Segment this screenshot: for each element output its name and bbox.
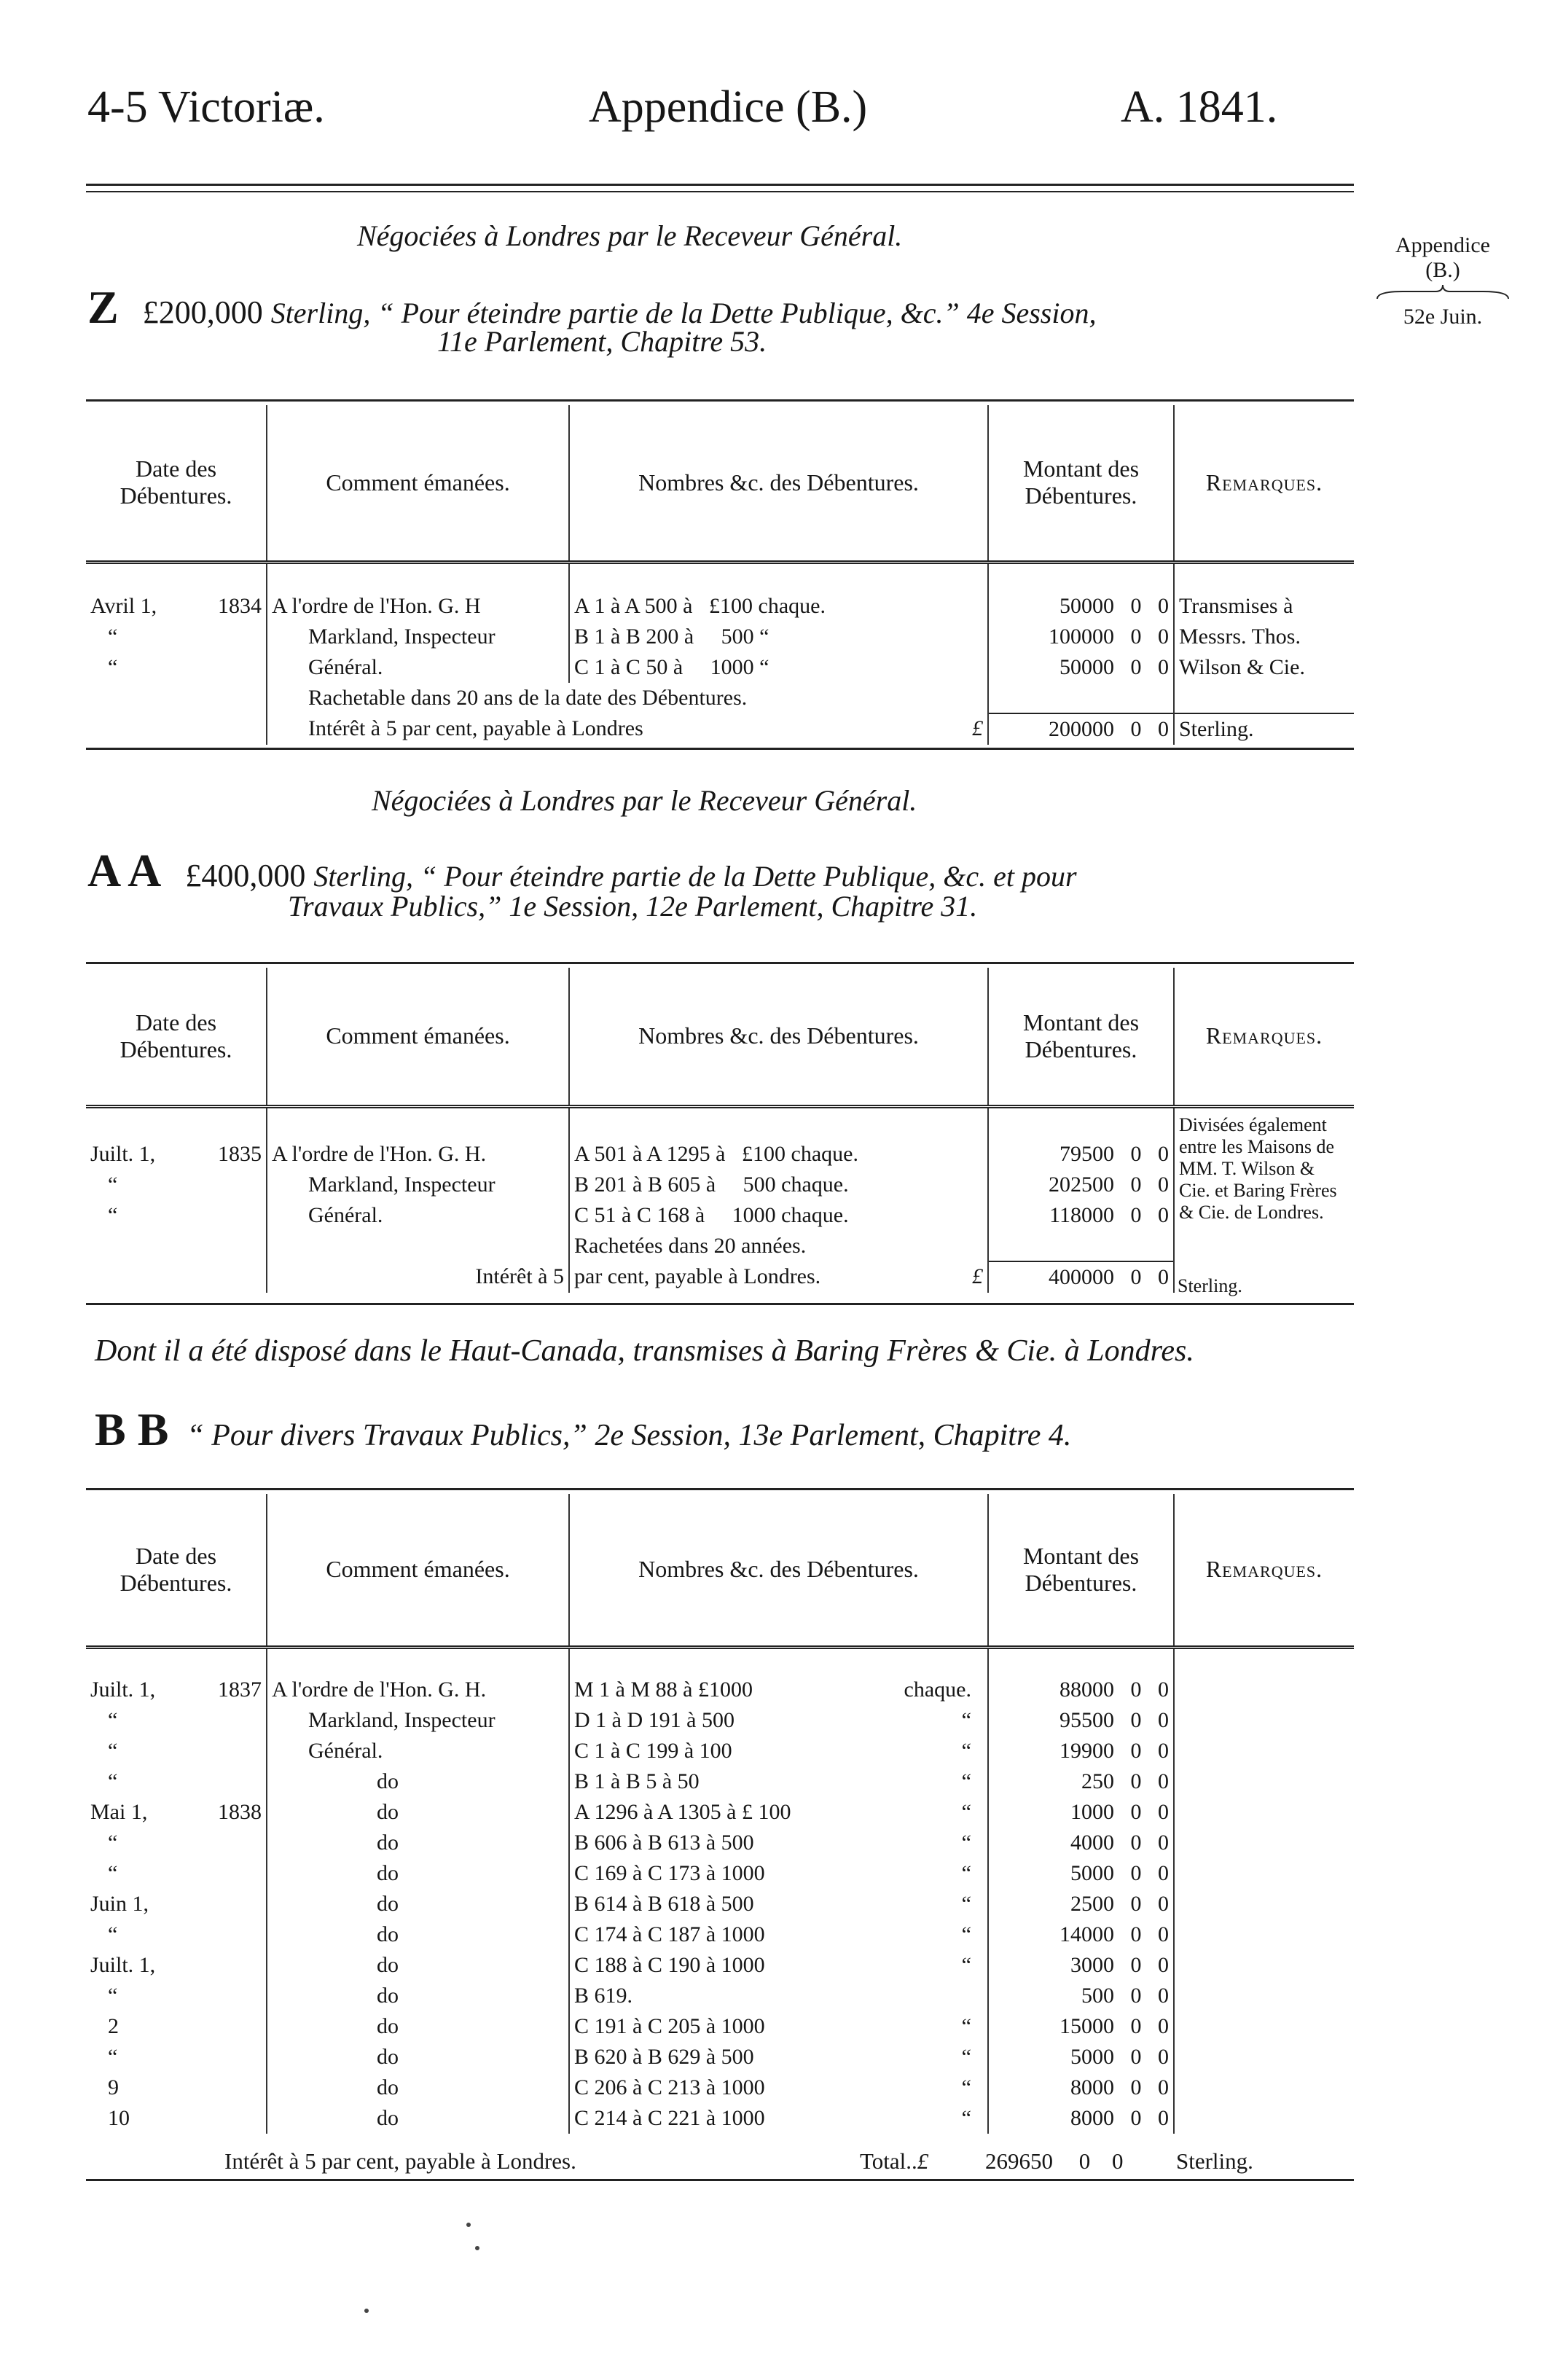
row-pence: 0 xyxy=(1158,1831,1169,1855)
section1-title-line2: 11e Parlement, Chapitre 53. xyxy=(437,325,767,358)
margin-line-1: Appendice xyxy=(1395,233,1490,257)
table-row xyxy=(86,1705,1354,1736)
row-shillings: 0 xyxy=(1130,1769,1142,1793)
row-date: Avril 1, xyxy=(90,594,157,618)
total-pence: 0 xyxy=(1158,1265,1169,1289)
row-shillings: 0 xyxy=(1130,1739,1142,1763)
running-head-left: 4-5 Victoriæ. xyxy=(87,82,325,132)
section2-heading: Négociées à Londres par le Receveur Général. xyxy=(372,784,917,817)
row-numbers: C 1 à C 50 à xyxy=(574,655,683,679)
row-numbers: M 1 à M 88 à £1000 xyxy=(574,1678,753,1702)
section2-table xyxy=(86,968,1354,1293)
row-pence: 0 xyxy=(1158,1892,1169,1916)
row-amount: 50000 xyxy=(1059,655,1114,679)
row-numbers: C 206 à C 213 à 1000 xyxy=(574,2075,765,2099)
section2-amount: £400,000 xyxy=(185,858,306,893)
row-date: Juilt. 1, xyxy=(90,1678,156,1702)
row-rate: “ xyxy=(961,2014,971,2038)
table-row xyxy=(86,1766,1354,1797)
table-row xyxy=(86,2103,1354,2134)
col-numbers: Nombres &c. des Débentures. xyxy=(569,1494,988,1647)
row-amount: 14000 xyxy=(1059,1922,1114,1946)
row-date: “ xyxy=(108,1739,118,1763)
row-date: “ xyxy=(108,1769,118,1793)
row-date: Mai 1, xyxy=(90,1800,148,1824)
row-shillings: 0 xyxy=(1130,1203,1142,1227)
row-date: “ xyxy=(108,1708,118,1732)
section3-title-text: “ Pour divers Travaux Publics,” 2e Session, 13e Parlement, Chapitre 4. xyxy=(187,1419,1072,1452)
row-shillings: 0 xyxy=(1130,655,1142,679)
row-comment: do xyxy=(267,1766,569,1797)
row-amount: 1000 xyxy=(1070,1800,1114,1824)
row-rate: “ xyxy=(961,1739,971,1763)
col-remarks: Remarques. xyxy=(1174,968,1354,1106)
row-comment: do xyxy=(267,1981,569,2011)
pound-sign: £ xyxy=(972,716,983,740)
section1-heading: Négociées à Londres par le Receveur Général. xyxy=(357,219,903,252)
row-rate: 1000 “ xyxy=(710,655,769,679)
table-row xyxy=(86,1858,1354,1889)
row-pence: 0 xyxy=(1158,594,1169,618)
total-label: Total.. xyxy=(860,2148,917,2174)
row-pence: 0 xyxy=(1158,1922,1169,1946)
row-amount: 15000 xyxy=(1059,2014,1114,2038)
section1-table xyxy=(86,405,1354,745)
row-comment: A l'ordre de l'Hon. G. H xyxy=(267,591,569,622)
row-rate: “ xyxy=(961,1800,971,1824)
row-pence: 0 xyxy=(1158,1678,1169,1702)
row-rate: “ xyxy=(961,1708,971,1732)
section1-title-line1: Sterling, “ Pour éteindre partie de la Dette Publique, &c.” 4e Session, xyxy=(270,297,1097,329)
row-amount: 2500 xyxy=(1070,1892,1114,1916)
table-row xyxy=(86,591,1354,622)
row-comment: do xyxy=(267,1797,569,1828)
section1-top-rule xyxy=(86,399,1354,402)
row-amount: 79500 xyxy=(1059,1142,1114,1166)
section3-total-remark: Sterling. xyxy=(1176,2148,1253,2174)
print-speck xyxy=(475,2246,479,2250)
pound-sign: £ xyxy=(917,2148,929,2174)
col-numbers: Nombres &c. des Débentures. xyxy=(569,968,988,1106)
row-comment: do xyxy=(267,1828,569,1858)
row-comment: A l'ordre de l'Hon. G. H. xyxy=(267,1675,569,1705)
row-comment: do xyxy=(267,2103,569,2134)
row-numbers: B 1 à B 5 à 50 xyxy=(574,1769,700,1793)
row-comment: Markland, Inspecteur xyxy=(267,622,569,652)
row-numbers: C 1 à C 199 à 100 xyxy=(574,1739,732,1763)
row-pence: 0 xyxy=(1158,2014,1169,2038)
row-amount: 118000 xyxy=(1049,1203,1114,1227)
row-pence: 0 xyxy=(1158,1953,1169,1977)
margin-note xyxy=(1370,233,1516,329)
row-rate: “ xyxy=(961,1861,971,1885)
row-numbers: B 606 à B 613 à 500 xyxy=(574,1831,754,1855)
row-amount: 3000 xyxy=(1070,1953,1114,1977)
row-numbers: C 188 à C 190 à 1000 xyxy=(574,1953,765,1977)
row-date: “ xyxy=(108,1984,118,2008)
row-shillings: 0 xyxy=(1130,1831,1142,1855)
section3-total-amount xyxy=(985,2148,1124,2175)
row-pence: 0 xyxy=(1158,2106,1169,2130)
section3-total: 269650 xyxy=(985,2148,1053,2174)
section2-top-rule xyxy=(86,962,1354,964)
row-comment: Général. xyxy=(267,1736,569,1766)
row-amount: 4000 xyxy=(1070,1831,1114,1855)
section1-note-redeemable: Rachetable dans 20 ans de la date des Débentures. xyxy=(267,683,988,713)
header-rule xyxy=(86,184,1354,186)
row-year: 1837 xyxy=(218,1678,262,1702)
row-date: “ xyxy=(108,2045,118,2069)
row-rate: £100 chaque. xyxy=(709,594,826,618)
section2-total-remark: Sterling. xyxy=(1178,1275,1242,1296)
table-row xyxy=(86,1736,1354,1766)
row-numbers: A 1 à A 500 à xyxy=(574,594,693,618)
section2-note-redeemed: Rachetées dans 20 années. xyxy=(569,1231,988,1261)
row-pence: 0 xyxy=(1158,1739,1169,1763)
col-date: Date des Débentures. xyxy=(86,968,267,1106)
row-shillings: 0 xyxy=(1130,2045,1142,2069)
row-date: “ xyxy=(108,655,118,679)
row-shillings: 0 xyxy=(1130,594,1142,618)
row-pence: 0 xyxy=(1158,655,1169,679)
row-amount: 19900 xyxy=(1059,1739,1114,1763)
row-date: 9 xyxy=(108,2075,119,2099)
row-numbers: C 169 à C 173 à 1000 xyxy=(574,1861,765,1885)
table-row xyxy=(86,1828,1354,1858)
row-date: “ xyxy=(108,625,118,649)
section2-note-interest-a: Intérêt à 5 xyxy=(267,1261,569,1293)
total-pence: 0 xyxy=(1158,717,1169,741)
row-numbers: C 174 à C 187 à 1000 xyxy=(574,1922,765,1946)
col-amount: Montant des Débentures. xyxy=(988,405,1174,562)
row-shillings: 0 xyxy=(1130,1922,1142,1946)
row-amount: 250 xyxy=(1081,1769,1114,1793)
row-comment: Markland, Inspecteur xyxy=(267,1170,569,1200)
row-amount: 50000 xyxy=(1059,594,1114,618)
col-comment: Comment émanées. xyxy=(267,968,569,1106)
row-comment: Markland, Inspecteur xyxy=(267,1705,569,1736)
table-row xyxy=(86,1797,1354,1828)
row-pence: 0 xyxy=(1158,2075,1169,2099)
row-shillings: 0 xyxy=(1130,1800,1142,1824)
brace-icon xyxy=(1374,283,1512,305)
section1-total-row xyxy=(86,713,1354,745)
row-rate: “ xyxy=(961,2045,971,2069)
section1-letter: Z xyxy=(87,281,119,333)
section1-total: 200000 xyxy=(1049,717,1114,741)
total-shillings: 0 xyxy=(1130,717,1142,741)
table-row xyxy=(86,1981,1354,2011)
section2-letter: A A xyxy=(87,845,162,896)
row-rate: £100 chaque. xyxy=(742,1142,858,1166)
running-head-center: Appendice (B.) xyxy=(589,82,868,132)
row-comment: do xyxy=(267,1919,569,1950)
section2-remark: Divisées également entre les Maisons de MM. T. Wilson & Cie. et Baring Frères & Cie. de Londres. xyxy=(1174,1106,1354,1293)
row-amount: 88000 xyxy=(1059,1678,1114,1702)
section3-top-rule xyxy=(86,1488,1354,1490)
table-row xyxy=(86,1170,1354,1200)
table-row xyxy=(86,2011,1354,2042)
row-numbers: C 214 à C 221 à 1000 xyxy=(574,2106,765,2130)
row-amount: 5000 xyxy=(1070,1861,1114,1885)
section2-note-interest-b: par cent, payable à Londres. xyxy=(574,1264,821,1288)
row-shillings: 0 xyxy=(1130,1984,1142,2008)
row-shillings: 0 xyxy=(1130,1708,1142,1732)
section2-bottom-rule xyxy=(86,1303,1354,1305)
row-shillings: 0 xyxy=(1130,1142,1142,1166)
row-numbers: B 614 à B 618 à 500 xyxy=(574,1892,754,1916)
row-numbers: C 191 à C 205 à 1000 xyxy=(574,2014,765,2038)
row-comment: do xyxy=(267,2011,569,2042)
row-numbers: C 51 à C 168 à xyxy=(574,1203,705,1227)
row-shillings: 0 xyxy=(1130,1173,1142,1197)
row-year: 1835 xyxy=(218,1142,262,1166)
print-speck xyxy=(466,2223,471,2227)
section2-total-row xyxy=(86,1261,1354,1293)
row-date: “ xyxy=(108,1173,118,1197)
row-date: “ xyxy=(108,1922,118,1946)
col-remarks: Remarques. xyxy=(1174,1494,1354,1647)
row-numbers: A 1296 à A 1305 à £ 100 xyxy=(574,1800,791,1824)
table-row xyxy=(86,2072,1354,2103)
row-rate: “ xyxy=(961,1769,971,1793)
row-pence: 0 xyxy=(1158,1173,1169,1197)
section1-total-remark: Sterling. xyxy=(1174,713,1354,745)
row-pence: 0 xyxy=(1158,1861,1169,1885)
row-numbers: D 1 à D 191 à 500 xyxy=(574,1708,735,1732)
row-rate: “ xyxy=(961,1953,971,1977)
row-shillings: 0 xyxy=(1130,2106,1142,2130)
table-row xyxy=(86,1200,1354,1231)
row-amount: 8000 xyxy=(1070,2075,1114,2099)
section3-title xyxy=(95,1403,1071,1457)
row-comment: Général. xyxy=(267,652,569,683)
row-rate: chaque. xyxy=(904,1678,971,1702)
row-comment: Général. xyxy=(267,1200,569,1231)
table-row xyxy=(86,2042,1354,2072)
row-amount: 95500 xyxy=(1059,1708,1114,1732)
row-shillings: 0 xyxy=(1130,2014,1142,2038)
running-head-right: A. 1841. xyxy=(1121,82,1278,132)
row-shillings: 0 xyxy=(1130,625,1142,649)
section3-note-interest: Intérêt à 5 par cent, payable à Londres. xyxy=(224,2148,576,2174)
row-numbers: B 620 à B 629 à 500 xyxy=(574,2045,754,2069)
row-amount: 202500 xyxy=(1049,1173,1114,1197)
row-numbers: B 619. xyxy=(574,1984,633,2008)
row-remark: Transmises à xyxy=(1174,591,1354,622)
table-row xyxy=(86,1919,1354,1950)
row-pence: 0 xyxy=(1158,1800,1169,1824)
row-remark: Messrs. Thos. xyxy=(1174,622,1354,652)
section2-title-line2: Travaux Publics,” 1e Session, 12e Parlement, Chapitre 31. xyxy=(288,890,978,923)
row-shillings: 0 xyxy=(1130,1953,1142,1977)
row-date: 10 xyxy=(108,2106,130,2130)
row-rate: “ xyxy=(961,2106,971,2130)
row-amount: 5000 xyxy=(1070,2045,1114,2069)
row-date: 2 xyxy=(108,2014,119,2038)
section3-heading: Dont il a été disposé dans le Haut-Canada, transmises à Baring Frères & Cie. à Londres. xyxy=(95,1334,1194,1368)
row-comment: do xyxy=(267,1858,569,1889)
row-pence: 0 xyxy=(1158,1984,1169,2008)
row-rate: “ xyxy=(961,1892,971,1916)
col-comment: Comment émanées. xyxy=(267,405,569,562)
table-row xyxy=(86,622,1354,652)
table-row xyxy=(86,1950,1354,1981)
row-pence: 0 xyxy=(1158,1142,1169,1166)
row-pence: 0 xyxy=(1158,1769,1169,1793)
row-comment: do xyxy=(267,2072,569,2103)
row-year: 1838 xyxy=(218,1800,262,1824)
col-amount: Montant des Débentures. xyxy=(988,968,1174,1106)
row-amount: 8000 xyxy=(1070,2106,1114,2130)
header-rule-2 xyxy=(86,191,1354,192)
total-shillings: 0 xyxy=(1130,1265,1142,1289)
row-amount: 100000 xyxy=(1049,625,1114,649)
row-comment: do xyxy=(267,1889,569,1919)
row-rate: 1000 chaque. xyxy=(732,1203,849,1227)
section3-letter: B B xyxy=(95,1404,169,1455)
table-row xyxy=(86,1889,1354,1919)
col-amount: Montant des Débentures. xyxy=(988,1494,1174,1647)
row-rate: 500 chaque. xyxy=(743,1173,849,1197)
row-comment: do xyxy=(267,2042,569,2072)
row-year: 1834 xyxy=(218,594,262,618)
row-date: Juin 1, xyxy=(90,1892,149,1916)
pound-sign: £ xyxy=(972,1264,983,1288)
row-rate: “ xyxy=(961,2075,971,2099)
section3-table xyxy=(86,1494,1354,1675)
row-date: “ xyxy=(108,1861,118,1885)
row-rate: “ xyxy=(961,1922,971,1946)
row-amount: 500 xyxy=(1081,1984,1114,2008)
table-row xyxy=(86,652,1354,683)
section1-bottom-rule xyxy=(86,748,1354,750)
row-pence: 0 xyxy=(1158,625,1169,649)
section2-total: 400000 xyxy=(1049,1265,1114,1289)
row-numbers: B 1 à B 200 à xyxy=(574,625,694,649)
row-pence: 0 xyxy=(1158,1203,1169,1227)
print-speck xyxy=(364,2309,369,2313)
col-comment: Comment émanées. xyxy=(267,1494,569,1647)
table-row xyxy=(86,1139,1354,1170)
row-shillings: 0 xyxy=(1130,1678,1142,1702)
margin-line-3: 52e Juin. xyxy=(1403,305,1483,329)
section2-title-line1: Sterling, “ Pour éteindre partie de la Dette Publique, &c. et pour xyxy=(313,860,1077,893)
table-row xyxy=(86,1675,1354,1705)
col-date: Date des Débentures. xyxy=(86,405,267,562)
section3-total-label xyxy=(860,2148,928,2175)
col-remarks: Remarques. xyxy=(1174,405,1354,562)
row-date: Juilt. 1, xyxy=(90,1953,156,1977)
section3-body xyxy=(86,1675,1354,2134)
section1-note-interest: Intérêt à 5 par cent, payable à Londres xyxy=(308,716,643,740)
row-numbers: B 201 à B 605 à xyxy=(574,1173,716,1197)
row-pence: 0 xyxy=(1158,1708,1169,1732)
row-pence: 0 xyxy=(1158,2045,1169,2069)
margin-line-2: (B.) xyxy=(1425,258,1460,282)
row-date: Juilt. 1, xyxy=(90,1142,156,1166)
col-numbers: Nombres &c. des Débentures. xyxy=(569,405,988,562)
row-rate: 500 “ xyxy=(721,625,769,649)
row-remark: Wilson & Cie. xyxy=(1174,652,1354,683)
row-shillings: 0 xyxy=(1130,2075,1142,2099)
total-shillings: 0 xyxy=(1078,2148,1091,2174)
row-date: “ xyxy=(108,1203,118,1227)
col-date: Date des Débentures. xyxy=(86,1494,267,1647)
total-pence: 0 xyxy=(1112,2148,1124,2174)
row-rate: “ xyxy=(961,1831,971,1855)
section3-bottom-rule xyxy=(86,2179,1354,2181)
section1-amount: £200,000 xyxy=(142,294,263,330)
row-comment: do xyxy=(267,1950,569,1981)
row-comment: A l'ordre de l'Hon. G. H. xyxy=(267,1139,569,1170)
row-date: “ xyxy=(108,1831,118,1855)
row-shillings: 0 xyxy=(1130,1892,1142,1916)
row-numbers: A 501 à A 1295 à xyxy=(574,1142,726,1166)
row-shillings: 0 xyxy=(1130,1861,1142,1885)
